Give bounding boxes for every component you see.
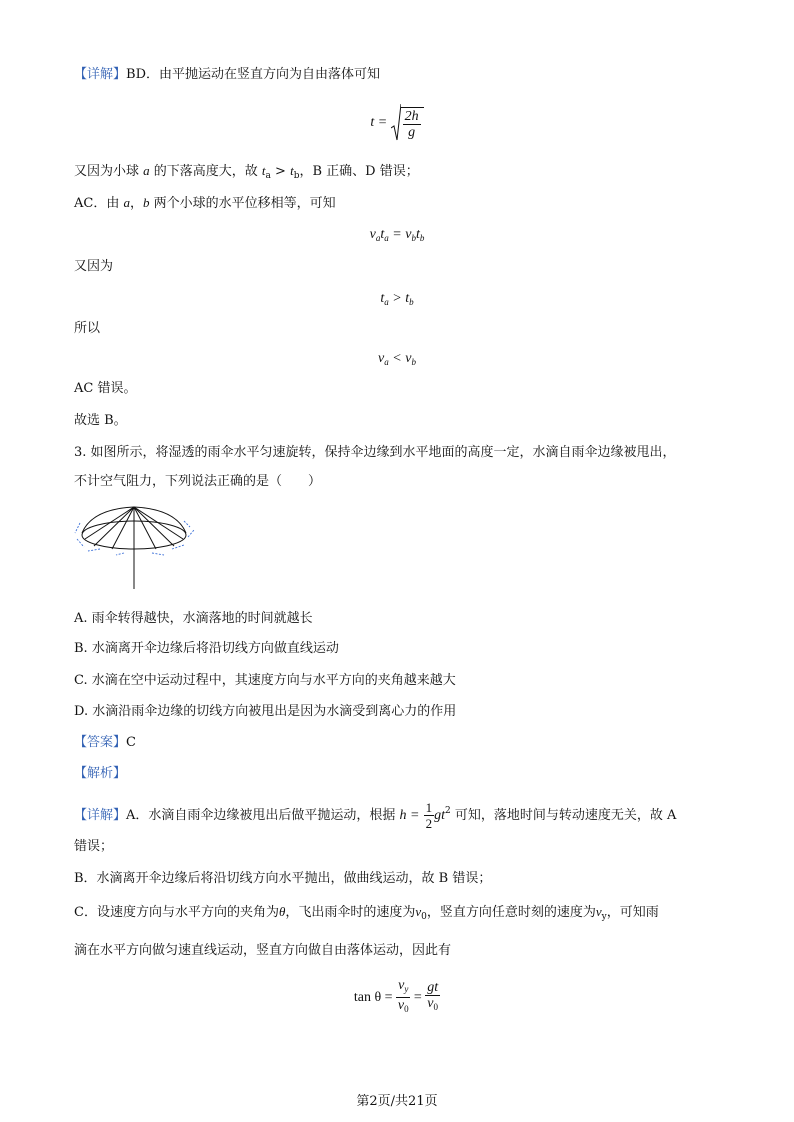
formula-t-lhs: t = xyxy=(370,115,388,131)
question3-line1: 3. 如图所示，将湿透的雨伞水平匀速旋转，保持伞边缘到水平地面的高度一定，水滴自雨伞边缘被甩出， xyxy=(74,445,676,460)
detail2-cont: 错误； xyxy=(74,839,114,854)
line-b: B．水滴离开伞边缘后将沿切线方向水平抛出，做曲线运动，故 B 错误； xyxy=(74,871,492,886)
line-since-1: 又因为小球 a 的下落高度大，故 $t_a > t_b$，B 正确、D 错误； xyxy=(74,163,419,181)
detail2-tag: 【详解】 xyxy=(74,808,127,823)
detail2-line: 【详解】A．水滴自雨伞边缘被甩出后做平抛运动，根据 h = $\frac{1}{2}$ $gt^2$ 可知，落地时间与转动速度无关，故 A xyxy=(74,800,677,831)
line-ac-wrong: AC 错误。 xyxy=(74,381,137,396)
line-c: C．设速度方向与水平方向的夹角为θ，飞出雨伞时的速度为$v_0$，竖直方向任意时刻的速度为$v_y$，可知雨 xyxy=(74,904,659,922)
answer-line xyxy=(74,734,136,752)
detail-text: BD．由平抛运动在竖直方向为自由落体可知 xyxy=(126,67,380,82)
answer-value: C xyxy=(126,735,136,750)
sqrt-symbol xyxy=(391,104,424,142)
question3-line2: 不计空气阻力，下列说法正确的是（ ） xyxy=(74,474,322,489)
formula-tan: tan θ = $\frac{v_y}{v_0}$ = $\frac{gt}{v_0}$ xyxy=(353,978,439,1015)
detail-line-bd xyxy=(74,66,380,84)
analysis-tag: 【解析】 xyxy=(74,766,127,781)
formula-t-num: 2h xyxy=(404,108,419,124)
umbrella-figure xyxy=(72,503,202,593)
formula-tt: $t_a > t_b$ xyxy=(380,291,414,307)
fraction-half: $\frac{1}{2}$ xyxy=(425,800,433,831)
line-c-2: 滴在水平方向做匀速直线运动，竖直方向做自由落体运动，因此有 xyxy=(74,943,452,958)
formula-vv: $v_a < v_b$ xyxy=(378,351,416,367)
line-choose: 故选 B。 xyxy=(74,413,127,428)
option-b: B. 水滴离开伞边缘后将沿切线方向做直线运动 xyxy=(74,641,339,656)
formula-vt: $v_at_a = v_bt_b$ xyxy=(369,227,425,243)
line-ac: AC．由 a，b 两个小球的水平位移相等，可知 xyxy=(74,195,336,211)
answer-tag: 【答案】 xyxy=(74,735,127,750)
option-c: C. 水滴在空中运动过程中，其速度方向与水平方向的夹角越来越大 xyxy=(74,673,456,688)
line-since-2: 又因为 xyxy=(74,259,114,274)
page-footer: 第2页/共21页 xyxy=(356,1094,438,1109)
option-d: D. 水滴沿雨伞边缘的切线方向被甩出是因为水滴受到离心力的作用 xyxy=(74,704,457,719)
line-so: 所以 xyxy=(74,321,101,336)
formula-t xyxy=(0,104,794,142)
formula-t-den: g xyxy=(408,124,416,140)
option-a: A. 雨伞转得越快，水滴落地的时间就越长 xyxy=(74,611,313,626)
detail-tag: 【详解】 xyxy=(74,67,127,82)
